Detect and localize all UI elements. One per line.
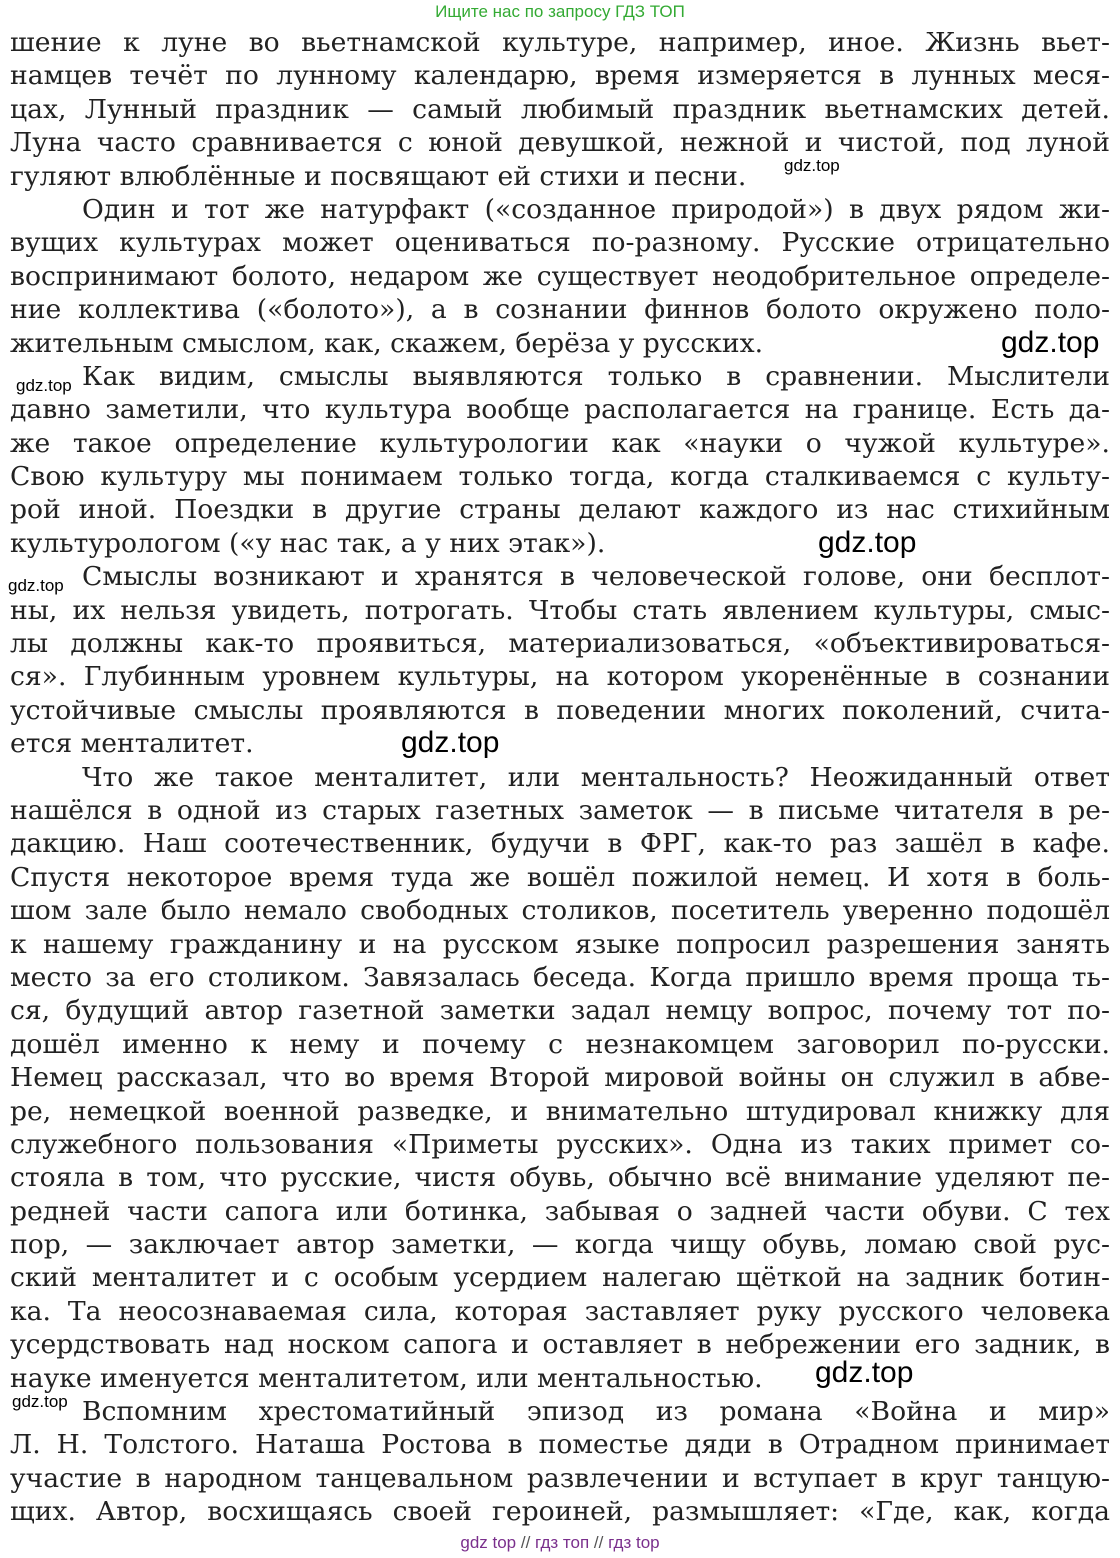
search-hint-banner: Ищите нас по запросу ГДЗ ТОП [435, 2, 685, 21]
text-line: ре, немецкой военной разведке, и внимательно штудировал книжку для [10, 1095, 1110, 1127]
footer-links [0, 1533, 1120, 1553]
text-line: ся, будущий автор газетной заметки задал немцу вопрос, почему тот по- [10, 995, 1110, 1027]
text-line: ка. Та неосознаваемая сила, которая заставляет руку русского человека [10, 1295, 1110, 1327]
text-line: Смыслы возникают и хранятся в человеческой голове, они бесплот- [82, 561, 1110, 593]
text-line: гуляют влюблённые и посвящают ей стихи и песни. [10, 160, 747, 192]
text-line: шом зале было немало свободных столиков, посетитель уверенно подошёл [10, 895, 1110, 927]
text-line: ский менталитет и с особым усердием налегаю щёткой на задник ботин- [10, 1262, 1110, 1294]
text-line: нашёлся в одной из старых газетных заметок — в письме читателя в ре- [10, 794, 1110, 826]
watermark: gdz.top [815, 1356, 914, 1389]
text-line: Один и тот же натурфакт («созданное природой») в двух рядом жи- [82, 193, 1110, 225]
footer-link[interactable]: гдз топ [535, 1533, 590, 1552]
footer-separator: // [593, 1533, 604, 1552]
text-line: служебного пользования «Приметы русских». Одна из таких примет со- [10, 1128, 1110, 1160]
text-line: рой иной. Поездки в другие страны делают каждого из нас стихийным [10, 494, 1110, 526]
text-line: Спустя некоторое время туда же вошёл пожилой немец. И хотя в боль- [10, 861, 1110, 893]
text-line: пор, — заключает автор заметки, — когда чищу обувь, ломаю свой рус- [10, 1229, 1110, 1261]
watermark: gdz.top [8, 576, 64, 595]
page-body [10, 26, 1110, 1529]
text-line: ны, их нельзя увидеть, потрогать. Чтобы стать явлением культуры, смыс- [10, 594, 1110, 626]
text-line: Немец рассказал, что во время Второй мировой войны он служил в абве- [10, 1062, 1110, 1094]
text-line: цах, Лунный праздник — самый любимый праздник вьетнамских детей. [10, 93, 1110, 125]
text-line: участие в народном танцевальном развлечении и вступает в круг танцую- [10, 1462, 1110, 1494]
text-line: стояла в том, что русские, чистя обувь, обычно всё внимание уделяют пе- [10, 1162, 1110, 1194]
text-line: шение к луне во вьетнамской культуре, например, иное. Жизнь вьет- [10, 27, 1110, 58]
text-line: дакцию. Наш соотечественник, будучи в ФРГ, как-то раз зашёл в кафе. [10, 828, 1110, 860]
text-line: устойчивые смыслы проявляются в поведении многих поколений, счита- [10, 694, 1110, 726]
footer-link[interactable]: gdz top [460, 1533, 517, 1552]
text-line: Как видим, смыслы выявляются только в сравнении. Мыслители [82, 360, 1110, 392]
text-line: лы должны как-то проявиться, материализоваться, «объективироваться- [10, 628, 1110, 660]
text-line: Вспомним хрестоматийный эпизод из романа «Война и мир» [82, 1396, 1110, 1428]
text-line: культурологом («у нас так, а у них этак»). [10, 527, 606, 559]
text-line: щих. Автор, восхищаясь своей героиней, размышляет: «Где, как, когда [10, 1496, 1110, 1528]
watermark: gdz.top [818, 526, 917, 559]
text-line: место за его столиком. Завязалась беседа. Когда пришло время проща ть- [10, 961, 1110, 993]
text-line: усердствовать над носком сапога и оставляет в небрежении его задник, в [10, 1329, 1110, 1361]
text-line: жительным смыслом, как, скажем, берёза у русских. [10, 327, 764, 359]
footer-link[interactable]: гдз top [608, 1533, 660, 1552]
text-line: науке именуется менталитетом, или ментальностью. [10, 1362, 763, 1394]
text-line: давно заметили, что культура вообще располагается на границе. Есть да- [10, 394, 1110, 426]
footer-separator: // [520, 1533, 531, 1552]
watermark: gdz.top [784, 156, 840, 175]
text-line: вущих культурах может оцениваться по-разному. Русские отрицательно [10, 227, 1110, 259]
text-line: ется менталитет. [10, 728, 254, 760]
text-line: редней части сапога или ботинка, забывая о задней части обуви. С тех [10, 1195, 1110, 1227]
text-line: намцев течёт по лунному календарю, время измеряется в лунных меся- [10, 60, 1110, 92]
watermark: gdz.top [12, 1392, 68, 1411]
text-line: Луна часто сравнивается с юной девушкой, нежной и чистой, под луной [10, 127, 1110, 159]
text-line: ние коллектива («болото»), а в сознании финнов болото окружено поло- [10, 294, 1110, 326]
text-line: Что же такое менталитет, или ментальность? Неожиданный ответ [82, 761, 1110, 793]
text-line: дошёл именно к нему и почему с незнакомцем заговорил по-русски. [10, 1028, 1110, 1060]
text-line: ся». Глубинным уровнем культуры, на котором укоренённые в сознании [10, 661, 1110, 693]
text-line: же такое определение культурологии как «науки о чужой культуре». [10, 427, 1110, 459]
text-line: воспринимают болото, недаром же существует неодобрительное определе- [10, 260, 1110, 292]
text-line: Л. Н. Толстого. Наташа Ростова в поместье дяди в Отрадном принимает [10, 1429, 1110, 1461]
watermark: gdz.top [16, 376, 72, 395]
text-line: к нашему гражданину и на русском языке попросил разрешения занять [10, 928, 1110, 960]
watermark: gdz.top [401, 726, 500, 759]
watermark: gdz.top [1001, 326, 1100, 359]
text-line: Свою культуру мы понимаем только тогда, когда сталкиваемся с культу- [10, 461, 1110, 493]
